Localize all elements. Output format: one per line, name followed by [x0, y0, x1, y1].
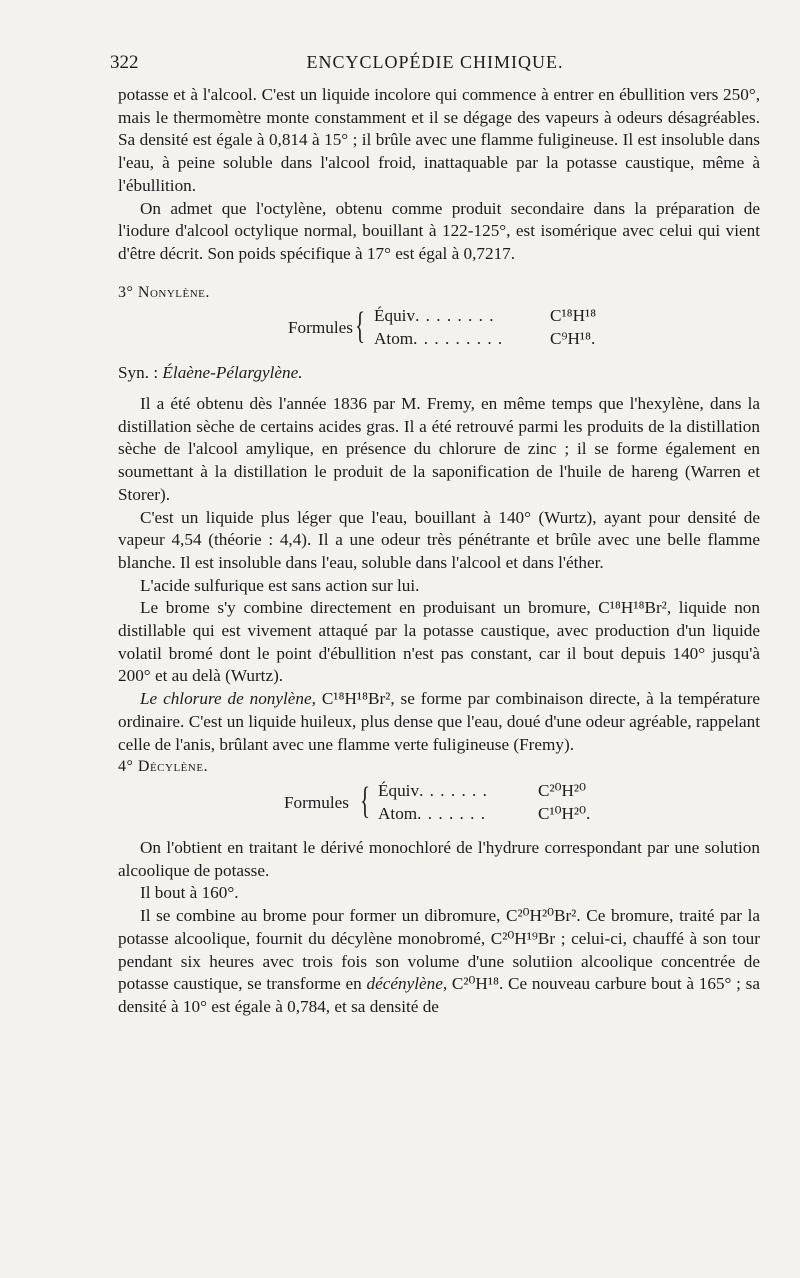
term-italic: décénylène,: [366, 974, 448, 994]
formula-block: [118, 304, 760, 354]
synonym-line: [118, 362, 760, 385]
section-number: 3°: [118, 283, 134, 301]
term-italic: Le chlorure de nonylène,: [140, 689, 316, 709]
paragraph-text: Il se combine au brome pour former un dibromure, C²⁰H²⁰Br². Ce bromure, traité par la potasse alcoolique, fournit du décylène monobromé, C²⁰H¹⁹Br ; celui-ci, chauffé à son tour pendant six heures avec trois fois son volume d'une solutiion alcoolique concentrée de potasse caustique, se transforme en: [118, 906, 760, 994]
formula-row-equiv: [374, 305, 495, 328]
formula-block: [118, 779, 760, 829]
leader-dots: . . . . . . . . .: [413, 329, 504, 349]
page-number: 322: [110, 52, 139, 73]
formulas-label: Formules: [284, 792, 349, 812]
running-title: ENCYCLOPÉDIE CHIMIQUE.: [306, 52, 564, 72]
leader-dots: . . . . . . . .: [415, 306, 495, 326]
paragraph: Il a été obtenu dès l'année 1836 par M. Fremy, en même temps que l'hexylène, dans la distillation sèche de certains acides gras. Il a été retrouvé parmi les produits de la distillation sèche de l'alcool amylique, en présence du chlorure de zinc ; il se forme également en soumettant à la distillation le produit de la saponification de l'huile de hareng (Warren et Storer).: [118, 394, 760, 504]
leader-dots: . . . . . . .: [417, 803, 487, 823]
atom-label: Atom: [374, 329, 414, 349]
paragraph: On admet que l'octylène, obtenu comme produit secondaire dans la préparation de l'iodure d'alcool octylique normal, bouillant à 122-125°, est isomérique avec celui qui vient d'être décrit. Son poids spécifique à 17° est égal à 0,7217.: [118, 198, 760, 263]
page-header: [110, 52, 760, 78]
atom-label: Atom: [378, 803, 418, 823]
paragraph: [118, 688, 760, 756]
brace: {: [360, 779, 371, 822]
paragraph: C'est un liquide plus léger que l'eau, bouillant à 140° (Wurtz), ayant pour densité de vapeur 4,54 (théorie : 4,4). Il a une odeur très pénétrante et brûle avec une belle flamme blanche. Il est insoluble dans l'eau, soluble dans l'alcool et dans l'éther.: [118, 507, 760, 572]
formula-row-equiv: [378, 780, 488, 803]
paragraph-text: C¹⁸H¹⁸Br², se forme par combinaison directe, à la température ordinaire. C'est un liquide huileux, plus dense que l'eau, doué d'une odeur agréable, rappelant celle de l'anis, brûlant avec une flamme verte fuligineuse (Fremy).: [118, 689, 761, 754]
equiv-label: Équiv: [378, 780, 420, 800]
section-heading-decylene: [118, 756, 760, 779]
paragraph: L'acide sulfurique est sans action sur lui.: [140, 575, 420, 595]
atom-formula: C¹⁰H²⁰.: [538, 803, 591, 823]
formula-row-atom: [374, 328, 503, 351]
equiv-formula: C¹⁸H¹⁸: [550, 306, 597, 326]
paragraph: potasse et à l'alcool. C'est un liquide incolore qui commence à entrer en ébullition vers 250°, mais le thermomètre monte constamment et il se dégage des vapeurs à odeurs désagréables. Sa densité est égale à 0,814 à 15° ; il brûle avec une flamme fuligineuse. Il est insoluble dans l'eau, à peine soluble dans l'alcool froid, inattaquable par la potasse caustique, même à l'ébullition.: [118, 85, 760, 195]
leader-dots: . . . . . . .: [419, 780, 488, 800]
section-name: Nonylène.: [137, 283, 210, 301]
brace: {: [355, 305, 366, 348]
formulas-label: Formules: [288, 318, 353, 338]
section-heading-nonylene: [118, 282, 760, 305]
section-name: Décylène.: [137, 758, 209, 776]
equiv-label: Équiv: [374, 306, 416, 326]
syn-prefix: Syn. :: [118, 363, 159, 383]
formula-row-atom: [378, 803, 486, 826]
atom-formula: C⁹H¹⁸.: [550, 329, 596, 349]
body-text: [118, 84, 760, 1019]
equiv-formula: C²⁰H²⁰: [538, 780, 586, 800]
syn-value: Élaène-Pélargylène.: [162, 363, 303, 383]
section-number: 4°: [118, 758, 134, 776]
paragraph: Il bout à 160°.: [140, 883, 239, 903]
paragraph: On l'obtient en traitant le dérivé monochloré de l'hydrure correspondant par une solution alcoolique de potasse.: [118, 837, 760, 880]
paragraph-text: C²⁰H¹⁸. Ce nouveau carbure bout à 165° ; sa densité à 10° est égale à 0,784, et sa densité de: [118, 974, 761, 1016]
paragraph: Le brome s'y combine directement en produisant un bromure, C¹⁸H¹⁸Br², liquide non distillable qui est vivement attaqué par la potasse caustique, avec production d'un liquide volatil bromé dont le point d'ébullition n'est pas constant, car il bout depuis 140° jusqu'à 200° et au delà (Wurtz).: [118, 598, 760, 686]
paragraph: [118, 905, 760, 1019]
